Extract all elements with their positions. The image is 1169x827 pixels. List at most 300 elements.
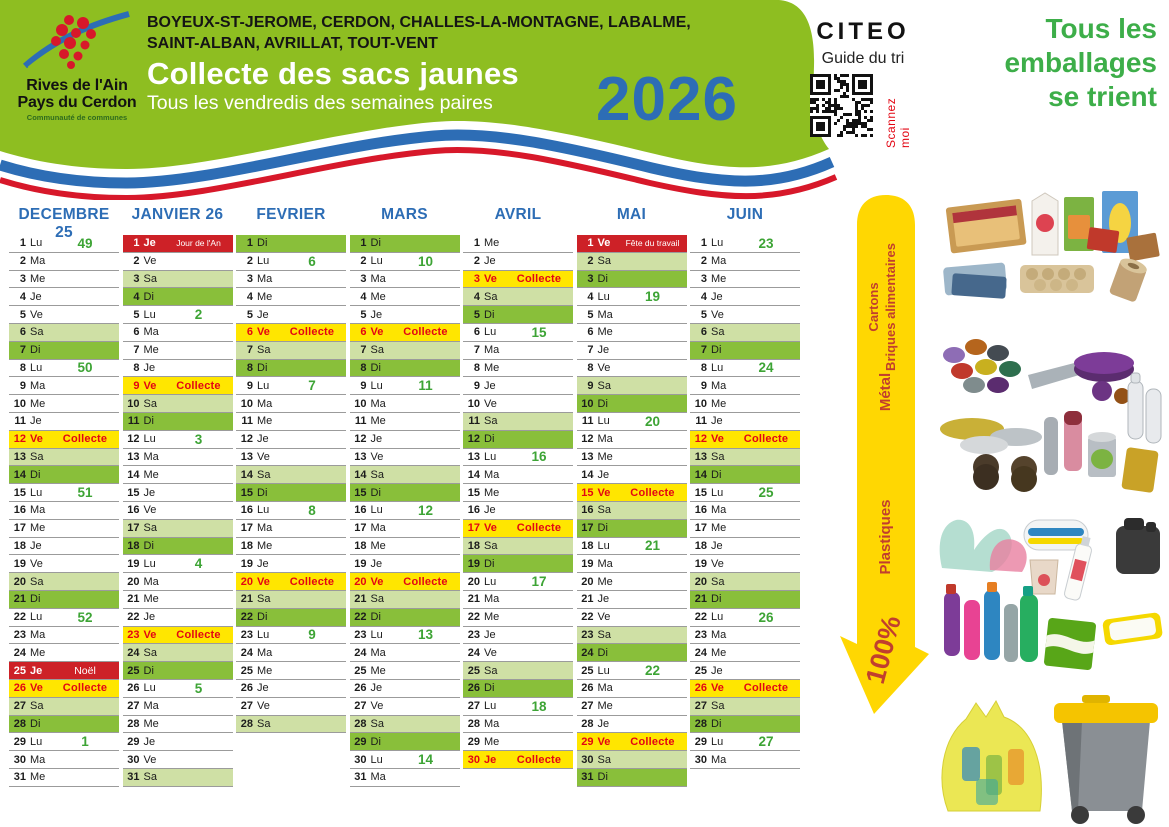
day-row [123,609,233,627]
collecte-label: Collecte [62,682,108,695]
day-row [123,449,233,467]
day-weekday: Ma [484,468,500,481]
day-weekday: Sa [30,700,44,713]
day-weekday: Lu [597,415,610,428]
week-number: 19 [644,289,661,305]
day-number: 5 [133,308,140,321]
logo-graphic [17,10,137,72]
day-number: 26 [13,682,26,695]
day-number: 5 [700,308,707,321]
day-row [577,644,687,662]
day-number: 4 [133,290,140,303]
logo-text-line2: Pays du Cerdon [17,94,137,111]
day-number: 13 [467,450,480,463]
day-weekday: Di [257,611,268,624]
day-weekday: Di [257,486,268,499]
day-row [123,395,233,413]
day-extra [51,236,119,251]
day-weekday: Je [370,682,383,695]
day-number: 20 [13,575,26,588]
day-number: 21 [581,593,594,606]
day-row [9,662,119,680]
day-row [350,235,460,253]
day-extra [619,289,687,304]
day-number: 13 [240,450,253,463]
communes-line2: SAINT-ALBAN, AVRILLAT, TOUT-VENT [147,35,438,52]
day-number: 14 [240,468,253,481]
day-row [577,716,687,734]
day-row [123,769,233,787]
collecte-label: Collecte [743,433,789,446]
day-number: 25 [467,664,480,677]
day-weekday: Je [143,361,156,374]
day-row [690,751,800,769]
day-row [9,609,119,627]
day-row [690,360,800,378]
day-weekday: Ma [30,753,46,766]
day-number: 10 [13,397,26,410]
day-weekday: Me [143,593,159,606]
day-row [123,466,233,484]
day-number: 13 [354,450,367,463]
day-weekday: Sa [257,344,271,357]
day-weekday: Di [484,433,495,446]
day-row [123,271,233,289]
day-row [236,253,346,271]
day-number: 11 [468,415,480,428]
holiday-label: Fête du travail [625,238,680,249]
day-weekday: Di [143,290,154,303]
day-row [350,413,460,431]
day-row [123,555,233,573]
collecte-label: Collecte [62,433,108,446]
week-number: 18 [531,698,547,714]
day-row [236,538,346,556]
day-row [577,520,687,538]
day-weekday: Lu [30,486,43,499]
day-row [236,466,346,484]
day-weekday: Je [484,753,497,766]
day-row [9,751,119,769]
day-extra [51,485,119,500]
day-weekday: Ve [143,628,157,641]
day-number: 8 [246,361,253,374]
week-number: 5 [194,680,203,696]
day-number: 30 [354,753,367,766]
week-number: 2 [194,307,203,323]
day-number: 14 [581,468,594,481]
day-row [577,555,687,573]
day-extra [505,754,573,766]
day-row [577,502,687,520]
collecte-label: Collecte [743,682,789,695]
day-row [350,627,460,645]
day-extra [392,752,460,767]
day-weekday: Sa [30,450,44,463]
day-number: 15 [354,486,367,499]
day-number: 18 [467,539,480,552]
day-row [463,271,573,289]
day-row [577,733,687,751]
day-number: 9 [587,379,594,392]
day-weekday: Ma [370,272,386,285]
day-number: 3 [133,272,140,285]
day-row [690,484,800,502]
day-weekday: Ve [711,682,724,695]
day-row [690,644,800,662]
day-number: 7 [19,344,26,357]
day-weekday: Sa [597,628,611,641]
guide-du-tri-label: Guide du tri [821,50,905,67]
day-weekday: Di [370,361,381,374]
day-weekday: Lu [143,433,156,446]
day-row [690,609,800,627]
day-row [123,733,233,751]
day-number: 9 [700,379,707,392]
community-logo [12,10,142,122]
day-number: 11 [354,415,367,428]
day-number: 8 [587,361,594,374]
day-weekday: Lu [711,611,724,624]
day-row [123,644,233,662]
month-column [690,206,800,769]
day-weekday: Sa [597,379,611,392]
day-row [236,716,346,734]
day-weekday: Di [257,237,268,250]
day-weekday: Ma [597,557,613,570]
day-row [463,716,573,734]
day-row [690,502,800,520]
day-weekday: Di [30,593,41,606]
day-number: 27 [13,700,26,713]
day-weekday: Lu [257,255,270,268]
day-weekday: Sa [143,646,157,659]
day-row [577,288,687,306]
day-number: 19 [13,557,26,570]
day-row [9,680,119,698]
month-name: JUIN [726,206,764,223]
day-extra [505,325,573,340]
week-number: 22 [644,663,661,679]
day-row [123,360,233,378]
day-row [463,733,573,751]
day-number: 29 [13,735,26,748]
day-number: 3 [700,272,707,285]
day-weekday: Ve [143,379,157,392]
day-weekday: Ve [597,237,611,250]
day-row [9,413,119,431]
day-row [577,395,687,413]
day-extra [392,503,460,518]
day-weekday: Je [484,628,496,641]
day-weekday: Me [711,397,727,410]
day-number: 27 [694,700,707,713]
day-number: 1 [473,237,480,250]
week-number: 8 [308,502,316,518]
day-number: 10 [127,397,140,410]
day-row [690,324,800,342]
collecte-label: Collecte [403,326,448,339]
day-row [123,342,233,360]
day-row [236,431,346,449]
day-number: 21 [240,593,253,606]
day-row [236,360,346,378]
day-weekday: Ma [711,753,727,766]
day-weekday: Di [597,646,608,659]
day-row [577,377,687,395]
day-weekday: Di [597,771,608,784]
day-extra [732,734,800,749]
day-row [577,449,687,467]
day-weekday: Ve [711,433,724,446]
day-weekday: Je [370,557,383,570]
week-number: 52 [77,609,93,625]
day-row [350,271,460,289]
day-number: 25 [694,664,707,677]
day-number: 4 [360,290,367,303]
day-weekday: Sa [143,522,157,535]
day-row [577,698,687,716]
day-row [690,573,800,591]
day-weekday: Je [484,255,496,268]
day-row [350,769,460,787]
yellow-bag-and-bin-photo [932,683,1164,825]
day-number: 10 [694,397,707,410]
day-row [690,627,800,645]
day-number: 18 [694,539,707,552]
day-row [463,538,573,556]
day-number: 22 [13,611,26,624]
day-weekday: Ma [484,344,500,357]
day-number: 27 [127,700,140,713]
day-row [463,591,573,609]
day-number: 11 [241,415,253,428]
day-number: 19 [467,557,480,570]
day-number: 11 [14,415,26,428]
day-weekday: Lu [597,664,610,677]
day-row [9,253,119,271]
month-column [350,206,460,787]
day-row [9,395,119,413]
day-number: 25 [581,664,594,677]
week-number: 17 [531,574,547,590]
day-weekday: Je [597,717,610,730]
day-weekday: Je [257,308,269,321]
day-extra [165,556,233,571]
day-number: 29 [127,735,140,748]
day-weekday: Ma [370,771,386,784]
day-extra [505,449,573,464]
day-weekday: Sa [257,717,271,730]
day-number: 1 [19,237,26,250]
day-number: 9 [473,379,480,392]
day-row [690,662,800,680]
day-row [463,235,573,253]
day-number: 5 [19,308,26,321]
collecte-label: Collecte [403,575,448,588]
day-row [236,235,346,253]
day-number: 16 [467,504,480,517]
day-number: 3 [360,272,367,285]
day-weekday: Lu [370,628,383,641]
day-weekday: Sa [370,593,384,606]
day-row [350,698,460,716]
day-row [123,306,233,324]
day-number: 30 [13,753,26,766]
plastics-photo [932,508,1164,680]
day-row [690,253,800,271]
day-number: 5 [246,308,253,321]
day-row [463,342,573,360]
day-weekday: Ve [30,682,43,695]
day-weekday: Lu [30,237,43,250]
day-row [236,413,346,431]
day-number: 2 [700,255,707,268]
week-number: 51 [77,485,93,501]
day-number: 4 [700,290,707,303]
day-weekday: Ma [257,272,273,285]
day-number: 7 [473,344,480,357]
day-weekday: Di [711,468,722,481]
day-extra [165,237,233,249]
day-weekday: Di [597,522,608,535]
day-number: 21 [694,593,707,606]
day-row [463,680,573,698]
day-weekday: Je [597,593,610,606]
day-number: 2 [360,255,367,268]
day-number: 13 [581,450,594,463]
week-number: 27 [758,734,774,750]
day-weekday: Ve [143,255,157,268]
day-row [236,644,346,662]
day-weekday: Me [711,646,727,659]
day-weekday: Ve [30,557,43,570]
month-name: AVRIL [494,206,542,223]
day-extra [619,663,687,678]
day-row [9,342,119,360]
day-extra [505,699,573,714]
day-row [463,484,573,502]
day-number: 26 [694,682,707,695]
arrow-label-briques: Briques alimentaires [883,243,898,371]
arrow-label-plastiques: Plastiques [877,499,894,575]
day-number: 2 [587,255,594,268]
day-number: 7 [587,344,594,357]
week-number: 4 [194,556,203,572]
year-label: 2026 [596,65,738,134]
day-weekday: Ma [711,504,727,517]
day-row [350,751,460,769]
day-number: 24 [694,646,707,659]
day-row [350,538,460,556]
arrow-label-cartons: Cartons [866,282,881,332]
day-number: 25 [127,664,140,677]
day-number: 19 [240,557,253,570]
day-weekday: Ve [30,433,43,446]
day-weekday: Di [370,735,381,748]
day-weekday: Me [484,735,500,748]
day-number: 22 [694,611,707,624]
month-name: MARS [381,206,428,223]
day-weekday: Je [257,433,269,446]
day-row [577,680,687,698]
day-row [690,538,800,556]
week-number: 9 [308,627,316,643]
day-number: 24 [127,646,140,659]
day-weekday: Je [597,468,610,481]
day-weekday: Lu [711,486,724,499]
day-number: 18 [240,539,253,552]
day-number: 15 [127,486,140,499]
day-weekday: Lu [370,753,383,766]
citeo-logo: CITEO [816,18,910,45]
day-row [9,555,119,573]
day-number: 28 [581,717,594,730]
day-row [9,377,119,395]
day-row [350,306,460,324]
day-number: 23 [354,628,367,641]
day-row [577,431,687,449]
collecte-label: Collecte [516,522,562,535]
day-row [236,591,346,609]
day-number: 7 [700,344,707,357]
day-weekday: Di [143,664,154,677]
collecte-label: Collecte [630,486,675,499]
day-number: 1 [360,237,367,250]
day-row [9,431,119,449]
day-number: 14 [467,468,480,481]
day-weekday: Me [597,450,613,463]
day-number: 11 [695,415,707,428]
day-row [350,573,460,591]
day-row [577,573,687,591]
month-column [9,206,119,787]
week-number: 23 [758,235,774,251]
day-weekday: Di [30,344,41,357]
recycle-arrow [840,192,935,722]
day-row [350,680,460,698]
day-weekday: Me [711,272,727,285]
day-number: 6 [19,326,26,339]
day-weekday: Sa [257,468,271,481]
day-weekday: Sa [30,575,44,588]
day-number: 19 [127,557,140,570]
day-weekday: Me [597,700,613,713]
day-number: 23 [581,628,594,641]
day-row [463,555,573,573]
day-row [9,698,119,716]
day-number: 22 [127,611,140,624]
day-weekday: Di [370,237,381,250]
day-weekday: Di [370,486,381,499]
day-number: 16 [13,504,26,517]
day-number: 20 [467,575,480,588]
day-extra [505,574,573,589]
holiday-label: Jour de l'An [176,238,221,249]
day-row [236,449,346,467]
day-number: 6 [473,326,480,339]
month-column [123,206,233,787]
day-weekday: Sa [484,290,498,303]
day-weekday: Sa [370,468,384,481]
day-row [236,324,346,342]
metal-photo [932,333,1164,498]
day-weekday: Lu [597,290,610,303]
day-row [350,733,460,751]
day-number: 26 [581,682,594,695]
day-number: 29 [581,735,594,748]
day-weekday: Di [711,593,722,606]
